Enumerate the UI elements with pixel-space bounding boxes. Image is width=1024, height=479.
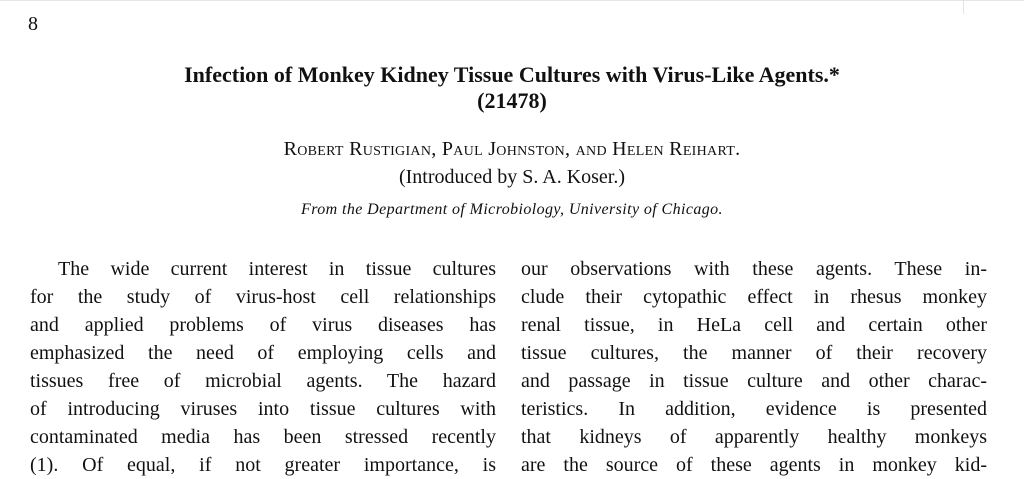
body-line: of introducing viruses into tissue cultures with bbox=[30, 398, 496, 420]
body-line: (1). Of equal, if not greater importance, is bbox=[30, 454, 496, 476]
body-line: teristics. In addition, evidence is presented bbox=[521, 398, 987, 420]
page-number: 8 bbox=[28, 13, 38, 35]
body-line: for the study of virus-host cell relationships bbox=[30, 286, 496, 308]
article-title bbox=[0, 62, 1024, 114]
affiliation: From the Department of Microbiology, University of Chicago. bbox=[301, 201, 723, 218]
body-line: renal tissue, in HeLa cell and certain other bbox=[521, 314, 987, 336]
body-line: that kidneys of apparently healthy monkeys bbox=[521, 426, 987, 448]
body-line: emphasized the need of employing cells and bbox=[30, 342, 496, 364]
author-list: Robert Rustigian, Paul Johnston, and Helen Reihart. bbox=[283, 138, 741, 160]
article-title-line: Infection of Monkey Kidney Tissue Cultures with Virus-Like Agents.* bbox=[184, 62, 840, 87]
body-line: our observations with these agents. These in- bbox=[521, 258, 987, 280]
page-top-edge bbox=[0, 0, 1024, 1]
page-corner-mark bbox=[963, 0, 964, 14]
body-column-left bbox=[30, 255, 496, 479]
body-line: tissue cultures, the manner of their recovery bbox=[521, 342, 987, 364]
introduced-by: (Introduced by S. A. Koser.) bbox=[398, 166, 626, 188]
body-column-right bbox=[521, 255, 987, 479]
article-number: (21478) bbox=[477, 88, 547, 113]
body-line: and passage in tissue culture and other charac- bbox=[521, 370, 987, 392]
body-line: are the source of these agents in monkey kid- bbox=[521, 454, 987, 476]
body-line: The wide current interest in tissue cultures bbox=[58, 258, 496, 280]
body-line: clude their cytopathic effect in rhesus monkey bbox=[521, 286, 987, 308]
body-line: and applied problems of virus diseases has bbox=[30, 314, 496, 336]
body-line: contaminated media has been stressed recently bbox=[30, 426, 496, 448]
body-line: tissues free of microbial agents. The hazard bbox=[30, 370, 496, 392]
